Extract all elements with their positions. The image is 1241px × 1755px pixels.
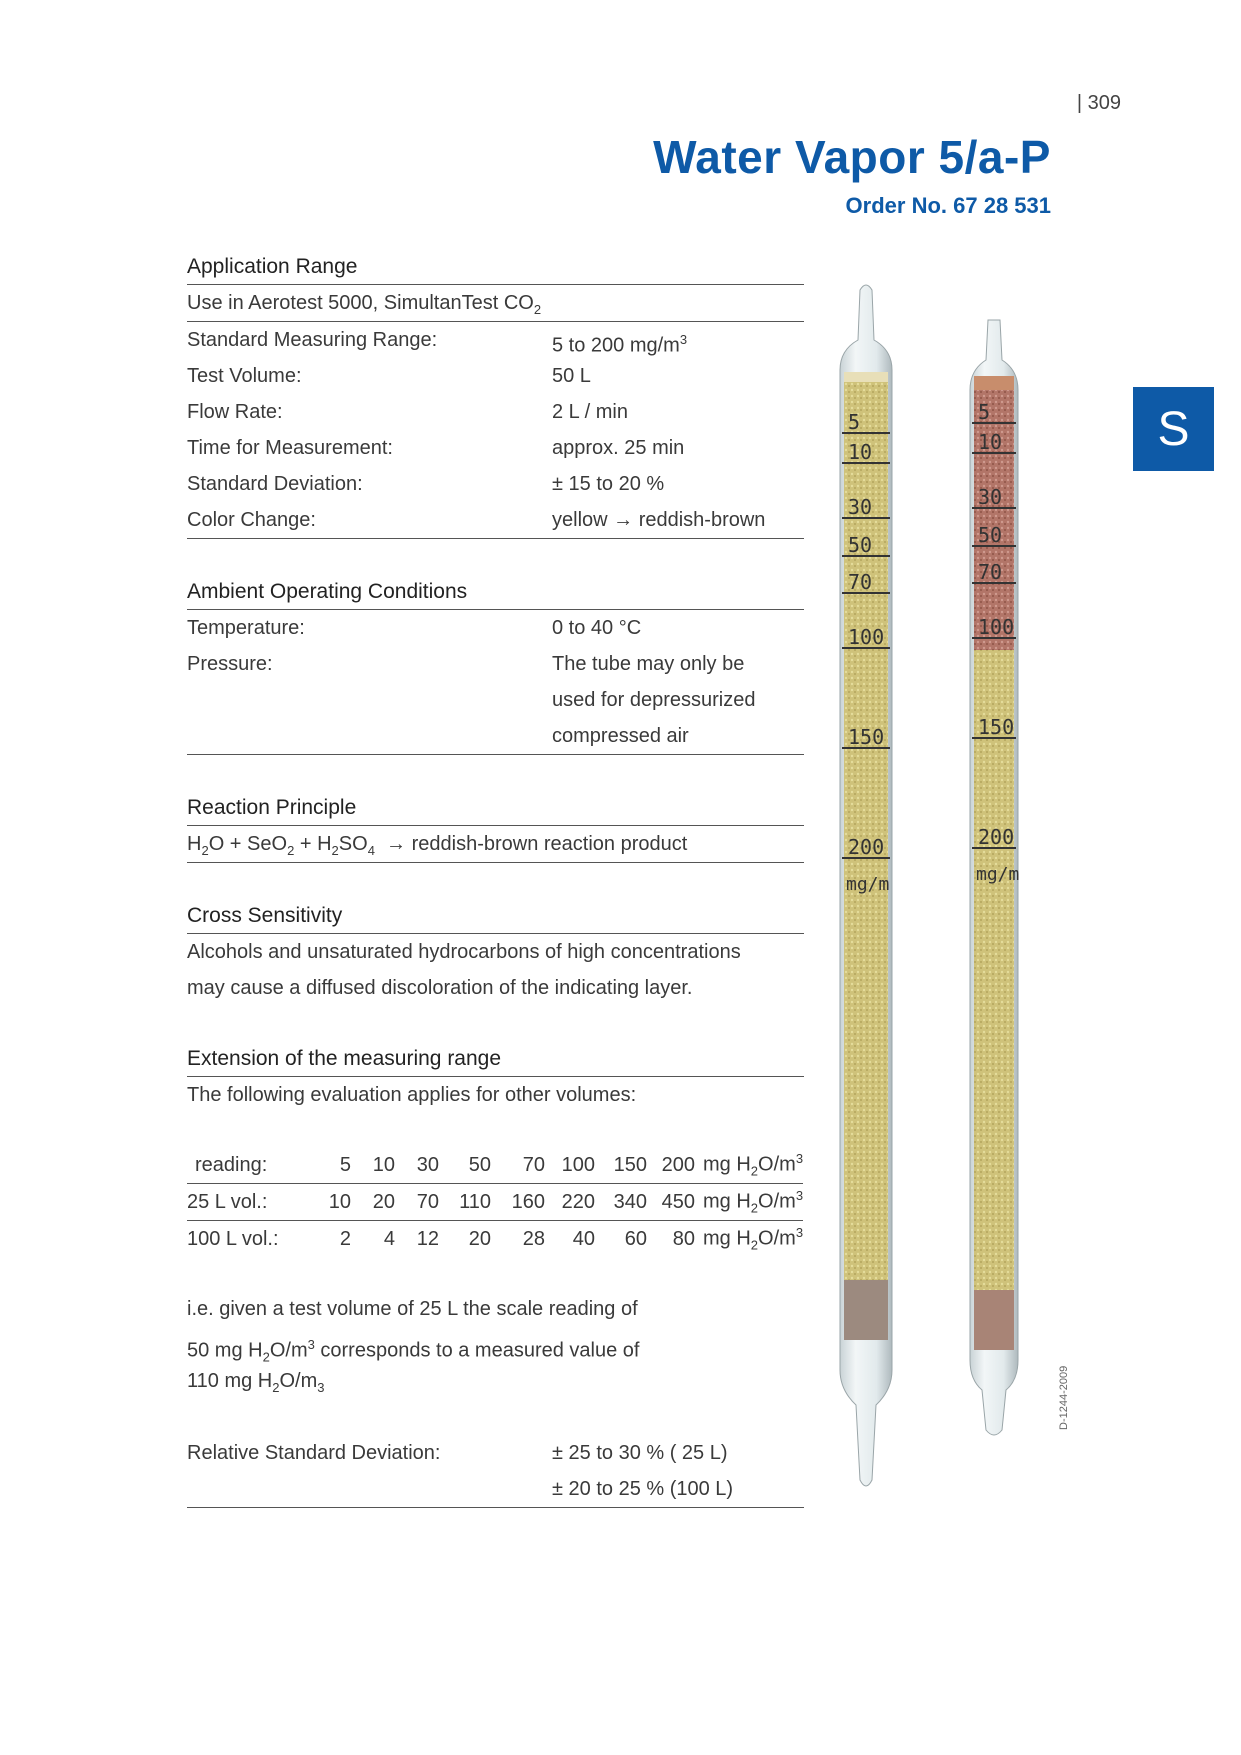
scale-label: 200 xyxy=(978,825,1015,849)
scale-label: 100 xyxy=(978,615,1015,639)
scale-label: 5 xyxy=(848,410,861,434)
cross-sensitivity-section xyxy=(187,899,804,1006)
scale-label: 10 xyxy=(848,440,873,464)
extension-section xyxy=(187,1042,804,1508)
scale-label: 100 xyxy=(848,625,885,649)
rsd-row: ± 20 to 25 % (100 L) xyxy=(187,1471,804,1508)
extension-heading: Extension of the measuring range xyxy=(187,1042,804,1077)
extension-table xyxy=(187,1147,803,1257)
spec-row: compressed air xyxy=(187,718,804,755)
example-text: 110 mg $H_2O/m_3$ xyxy=(187,1370,325,1395)
tube-images xyxy=(820,280,1060,1520)
product-title: Water Vapor 5/a-P xyxy=(653,131,1051,183)
spec-row: used for depressurized xyxy=(552,689,756,711)
scale-label: 150 xyxy=(848,725,885,749)
scale-label: 30 xyxy=(848,495,873,519)
rsd-row: Relative Standard Deviation: ± 25 to 30 % ( 25 L) xyxy=(187,1442,728,1464)
content-column xyxy=(187,250,804,1508)
reaction-equation: $H_2O + SeO_2 + H_2SO_4$ → reddish-brown reaction product xyxy=(187,826,804,863)
spec-row: Standard Measuring Range: 5 to 200 $mg/m^3$ xyxy=(187,329,688,357)
example-text: i.e. given a test volume of 25 L the scale reading of xyxy=(187,1298,638,1320)
scale-label: 150 xyxy=(978,715,1015,739)
example-text: 50 mg $H_2O/m^3$ corresponds to a measured value of xyxy=(187,1337,640,1365)
scale-label: 70 xyxy=(848,570,873,594)
section-tab: S xyxy=(1133,387,1214,471)
scale-label: 5 xyxy=(978,400,991,424)
page-number: | 309 xyxy=(1076,92,1121,114)
cross-sensitivity-text: may cause a diffused discoloration of the indicating layer. xyxy=(187,977,693,999)
ambient-section xyxy=(187,575,804,755)
image-credit: D-1244-2009 xyxy=(1058,1365,1070,1430)
use-line: Use in Aerotest 5000, SimultanTest $CO_2$ xyxy=(187,285,804,322)
reaction-heading: Reaction Principle xyxy=(187,791,804,826)
spec-row: Test Volume: 50 L xyxy=(187,365,591,387)
spec-row: Temperature: 0 to 40 °C xyxy=(187,617,642,639)
scale-label: 50 xyxy=(978,523,1003,547)
spec-row: Pressure: The tube may only be xyxy=(187,653,745,675)
cross-sensitivity-text: Alcohols and unsaturated hydrocarbons of high concentrations xyxy=(187,941,741,963)
scale-label: 50 xyxy=(848,533,873,557)
scale-label: 200 xyxy=(848,835,885,859)
table-row: 100 L vol.: 2 4 12 20 28 40 60 80 mg $H_2O/m^3$ xyxy=(187,1225,804,1253)
spec-row: Time for Measurement: approx. 25 min xyxy=(187,437,685,459)
spec-row: Standard Deviation: ± 15 to 20 % xyxy=(187,473,665,495)
ambient-heading: Ambient Operating Conditions xyxy=(187,575,804,610)
scale-unit: mg/m xyxy=(976,864,1020,885)
table-row: 25 L vol.: 10 20 70 110 160 220 340 450 mg $H_2O/m^3$ xyxy=(187,1184,803,1221)
scale-label: 70 xyxy=(978,560,1003,584)
reaction-section xyxy=(187,791,804,863)
table-row: reading: 5 10 30 50 70 100 150 200 mg $H_2O/m^3$ xyxy=(187,1147,803,1184)
extension-intro: The following evaluation applies for other volumes: xyxy=(187,1084,637,1106)
scale-label: 10 xyxy=(978,430,1003,454)
application-range-heading: Application Range xyxy=(187,250,804,285)
spec-row: Flow Rate: 2 L / min xyxy=(187,401,628,423)
cross-sensitivity-heading: Cross Sensitivity xyxy=(187,899,804,934)
order-number: Order No. 67 28 531 xyxy=(845,193,1051,218)
application-range-section xyxy=(187,250,804,539)
scale-label: 30 xyxy=(978,485,1003,509)
scale-unit: mg/m xyxy=(846,874,890,895)
spec-row: Color Change: yellow → reddish-brown xyxy=(187,502,804,539)
